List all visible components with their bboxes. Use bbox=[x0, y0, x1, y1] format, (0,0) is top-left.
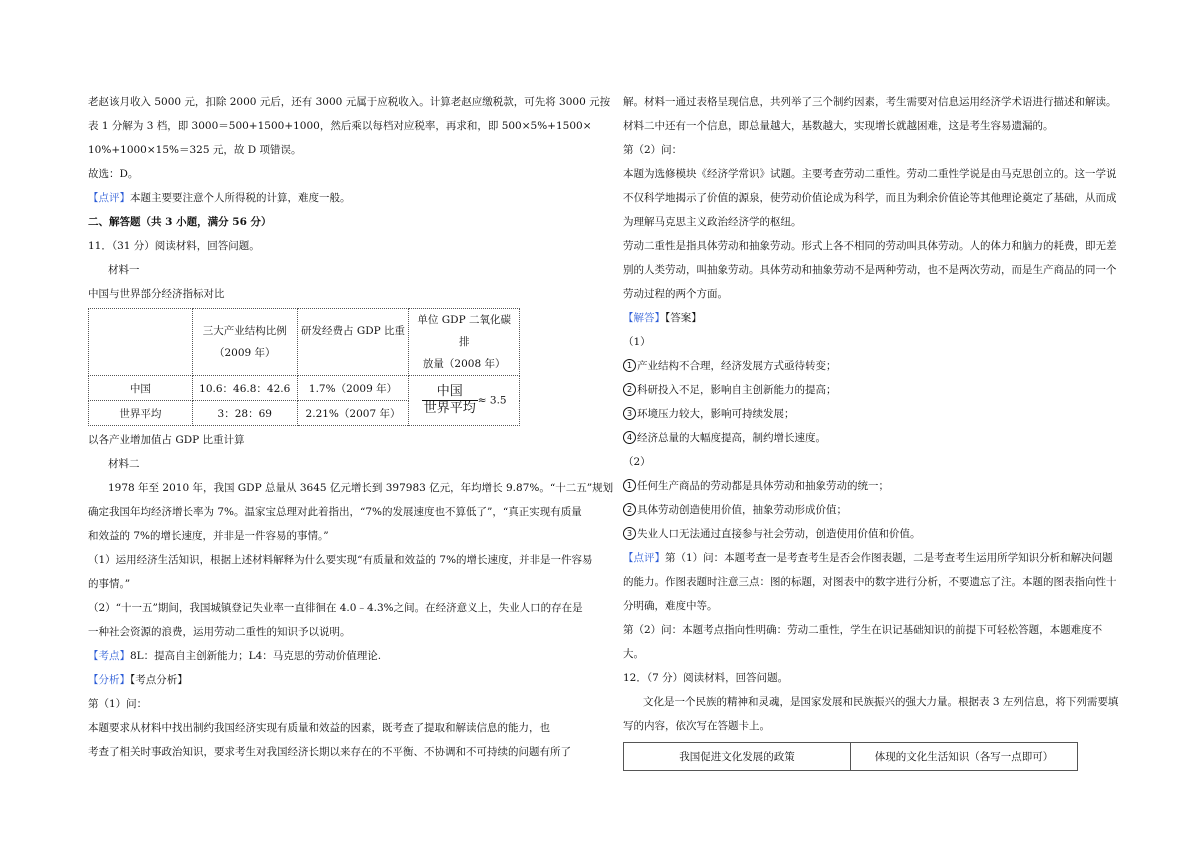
circled-number: 2 bbox=[623, 383, 636, 396]
answer-1-item bbox=[623, 426, 1128, 450]
jieda-line bbox=[623, 306, 1128, 330]
header-co2 bbox=[409, 309, 520, 376]
header-industry-ratio-line1: 三大产业结构比例 bbox=[202, 325, 287, 337]
para-tax-calc-1: 老赵该月收入 5000 元，扣除 2000 元后，还有 3000 元属于应税收入。计算老赵应缴税款，可先将 3000 元按 bbox=[88, 96, 611, 108]
fenxi-line bbox=[88, 668, 593, 692]
dual-labor-line-1: 劳动二重性是指具体劳动和抽象劳动。形式上各不相同的劳动叫具体劳动。人的体力和脑力的耗费，即无差 bbox=[623, 240, 1117, 252]
question-12-line-2: 写的内容，依次写在答题卡上。 bbox=[623, 720, 770, 732]
indicator-table bbox=[88, 308, 520, 426]
answer-1-item-text: 科研投入不足，影响自主创新能力的提高； bbox=[637, 384, 837, 396]
circled-number: 3 bbox=[623, 407, 636, 420]
circled-number: 3 bbox=[623, 527, 636, 540]
material-2-line-3: 和效益的 7%的增长速度，并非是一件容易的事情。” bbox=[88, 530, 329, 542]
question-11-title: 11．（31 分）阅读材料，回答问题。 bbox=[88, 240, 260, 252]
material-2-line-2: 确定我国年均经济增长率为 7%。温家宝总理对此着指出，“7%的发展速度也不算低了”，“真正实现有质量 bbox=[88, 506, 582, 518]
section-heading: 二、解答题（共 3 小题，满分 56 分） bbox=[88, 216, 272, 228]
table-corner-cell bbox=[89, 309, 193, 376]
header-co2-line2: 放量（2008 年） bbox=[422, 358, 506, 370]
para-tax-calc-3: 10%+1000×15%＝325 元，故 D 项错误。 bbox=[88, 144, 302, 156]
left-column bbox=[88, 90, 614, 764]
dianping-line-1 bbox=[623, 546, 1128, 570]
fraction-numerator: 中国 bbox=[422, 384, 478, 401]
material-2-line-1: 1978 年至 2010 年，我国 GDP 总量从 3645 亿元增长到 397983 亿元，年均增长 9.87%。“十二五”规划 bbox=[108, 482, 614, 494]
jieda-text: 【答案】 bbox=[665, 312, 702, 324]
answer-1-item-text: 环境压力较大，影响可持续发展； bbox=[637, 408, 795, 420]
answer-1-item bbox=[623, 402, 1128, 426]
header-rnd-ratio-text: 研发经费占 GDP 比重 bbox=[300, 325, 406, 337]
analysis-q1-line-2: 考查了相关时事政治知识，要求考生对我国经济长期以来存在的不平衡、不协调和不可持续的问题有所了 bbox=[88, 746, 571, 758]
comment-tag: 【点评】 bbox=[88, 192, 130, 204]
culture-header-knowledge: 体现的文化生活知识（各写一点即可） bbox=[851, 743, 1078, 771]
fraction-denominator: 世界平均 bbox=[423, 401, 476, 416]
row-china-rnd: 1.7%（2009 年） bbox=[297, 376, 409, 401]
header-industry-ratio-line2: （2009 年） bbox=[213, 347, 276, 359]
dianping-text: 第（1）问：本题考查一是考查考生是否会作图表题，二是考查考生运用所学知识分析和解决问题 bbox=[665, 552, 1113, 564]
answer-2-item-text: 具体劳动创造使用价值，抽象劳动形成价值； bbox=[637, 504, 847, 516]
kaodian-text: 8L：提高自主创新能力；L4：马克思的劳动价值理论. bbox=[130, 650, 382, 662]
answer-1-item-text: 产业结构不合理，经济发展方式亟待转变； bbox=[637, 360, 837, 372]
comment-q2-line-2: 大。 bbox=[623, 648, 644, 660]
sub-question-2-line-1: （2）“十一五”期间，我国城镇登记失业率一直徘徊在 4.0﹣4.3%之间。在经济意义上，失业人口的存在是 bbox=[88, 602, 583, 614]
fenxi-text: 【考点分析】 bbox=[130, 674, 188, 686]
comment-line bbox=[88, 186, 593, 210]
header-rnd-ratio bbox=[297, 309, 409, 376]
answer-2-item-text: 失业人口无法通过直接参与社会劳动，创造使用价值和价值。 bbox=[637, 528, 921, 540]
analysis-q1-label: 第（1）问： bbox=[88, 698, 148, 710]
sub-question-1-line-1: （1）运用经济生活知识，根据上述材料解释为什么要实现“有质量和效益的 7%的增长速度，并非是一件容易 bbox=[88, 554, 593, 566]
answer-2-item-text: 任何生产商品的劳动都是具体劳动和抽象劳动的统一； bbox=[637, 480, 889, 492]
dianping-line-3: 分明确，难度中等。 bbox=[623, 600, 718, 612]
row-world-industry: 3：28：69 bbox=[192, 401, 297, 426]
answer-1-item bbox=[623, 354, 1128, 378]
circled-number: 1 bbox=[623, 479, 636, 492]
comment-text: 本题主要要注意个人所得税的计算，难度一般。 bbox=[130, 192, 351, 204]
row-china-label: 中国 bbox=[89, 376, 193, 401]
answer-2-item bbox=[623, 522, 1128, 546]
material-1-label: 材料一 bbox=[108, 264, 140, 276]
answer-1-item-text: 经济总量的大幅度提高，制约增长速度。 bbox=[637, 432, 826, 444]
circled-number: 2 bbox=[623, 503, 636, 516]
sub-question-1-line-2: 的事情。” bbox=[88, 578, 131, 590]
analysis-q1-line-1: 本题要求从材料中找出制约我国经济实现有质量和效益的因素，既考查了提取和解读信息的能力，也 bbox=[88, 722, 550, 734]
kaodian-tag: 【考点】 bbox=[88, 650, 130, 662]
kaodian-line bbox=[88, 644, 593, 668]
jieda-tag: 【解答】 bbox=[623, 312, 665, 324]
row-world-rnd: 2.21%（2007 年） bbox=[297, 401, 409, 426]
analysis-cont-line-2: 材料二中还有一个信息，即总量越大，基数越大，实现增长就越困难，这是考生容易遗漏的。 bbox=[623, 120, 1054, 132]
row-china-industry: 10.6：46.8：42.6 bbox=[192, 376, 297, 401]
dual-labor-line-3: 劳动过程的两个方面。 bbox=[623, 288, 728, 300]
dianping-tag: 【点评】 bbox=[623, 552, 665, 564]
comment-q2-line-1: 第（2）问：本题考点指向性明确：劳动二重性，学生在识记基础知识的前提下可轻松答题，本题难度不 bbox=[623, 624, 1103, 636]
header-industry-ratio bbox=[192, 309, 297, 376]
analysis-q2-line-1: 本题为选修模块《经济学常识》试题。主要考查劳动二重性。劳动二重性学说是由马克思创立的。这一学说 bbox=[623, 168, 1117, 180]
answer-line: 故选：D。 bbox=[88, 168, 139, 180]
header-co2-line1: 单位 GDP 二氧化碳排 bbox=[417, 314, 511, 348]
answer-2-item bbox=[623, 474, 1128, 498]
circled-number: 4 bbox=[623, 431, 636, 444]
circled-number: 1 bbox=[623, 359, 636, 372]
material-2-label: 材料二 bbox=[108, 458, 140, 470]
row-world-label: 世界平均 bbox=[89, 401, 193, 426]
culture-header-policy: 我国促进文化发展的政策 bbox=[624, 743, 851, 771]
table-note: 以各产业增加值占 GDP 比重计算 bbox=[88, 434, 245, 446]
question-12-title: 12．（7 分）阅读材料，回答问题。 bbox=[623, 672, 789, 684]
analysis-q2-line-3: 为理解马克思主义政治经济学的枢纽。 bbox=[623, 216, 802, 228]
answer-1-item bbox=[623, 378, 1128, 402]
analysis-q2-label: 第（2）问： bbox=[623, 144, 683, 156]
analysis-cont-line-1: 解。材料一通过表格呈现信息，共列举了三个制约因素，考生需要对信息运用经济学术语进行描述和解读。 bbox=[623, 96, 1117, 108]
answer-2-item bbox=[623, 498, 1128, 522]
co2-fraction bbox=[422, 384, 478, 417]
right-column bbox=[623, 90, 1128, 771]
co2-ratio-cell bbox=[409, 376, 520, 426]
question-12-line-1: 文化是一个民族的精神和灵魂，是国家发展和民族振兴的强大力量。根据表 3 左列信息，将下列需要填 bbox=[643, 696, 1119, 708]
answer-part-2-label: （2） bbox=[623, 456, 651, 468]
analysis-q2-line-2: 不仅科学地揭示了价值的源泉，使劳动价值论成为科学，而且为剩余价值论等其他理论奠定了基础，从而成 bbox=[623, 192, 1117, 204]
answer-part-1-label: （1） bbox=[623, 336, 651, 348]
para-tax-calc-2: 表 1 分解为 3 档，即 3000＝500+1500+1000，然后乘以每档对应税率，再求和，即 500×5%+1500× bbox=[88, 120, 592, 132]
dual-labor-line-2: 别的人类劳动，叫抽象劳动。具体劳动和抽象劳动不是两种劳动，也不是两次劳动，而是生产商品的同一个 bbox=[623, 264, 1117, 276]
table-title: 中国与世界部分经济指标对比 bbox=[88, 288, 225, 300]
culture-policy-table bbox=[623, 742, 1078, 771]
fenxi-tag: 【分析】 bbox=[88, 674, 130, 686]
approx-value: ≈ 3.5 bbox=[477, 394, 507, 407]
dianping-line-2: 的能力。作图表题时注意三点：图的标题，对图表中的数字进行分析，不要遗忘了注。本题的图表指向性十 bbox=[623, 576, 1117, 588]
sub-question-2-line-2: 一种社会资源的浪费，运用劳动二重性的知识予以说明。 bbox=[88, 626, 351, 638]
